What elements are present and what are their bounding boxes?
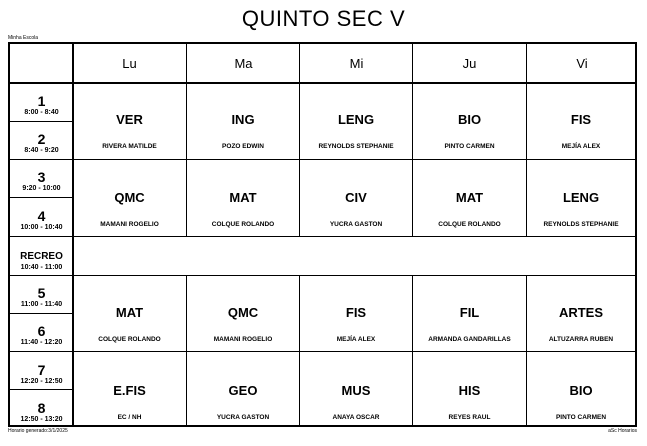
grid-divider (10, 159, 635, 160)
grid-divider (10, 197, 72, 198)
period-1 (10, 94, 73, 117)
lesson-cell (300, 191, 412, 229)
teacher-name: YUCRA GASTON (216, 414, 270, 421)
period-time: 10:00 - 10:40 (20, 224, 63, 231)
lesson-cell (527, 113, 635, 151)
period-time: 12:50 - 13:20 (20, 416, 63, 423)
teacher-name: COLQUE ROLANDO (211, 221, 275, 228)
subject-code: GEO (228, 383, 258, 398)
teacher-name: YUCRA GASTON (329, 221, 383, 228)
grid-divider (10, 121, 72, 122)
subject-code: FIL (459, 305, 480, 320)
period-number: 8 (37, 400, 46, 416)
lesson-cell (73, 191, 186, 229)
subject-code: LENG (337, 112, 375, 127)
teacher-name: REYES RAUL (448, 414, 491, 421)
lesson-cell (187, 384, 299, 422)
day-header-vi: Vi (576, 55, 588, 71)
period-7 (10, 363, 73, 386)
lesson-cell (300, 306, 412, 344)
period-number: RECREO (20, 251, 63, 262)
grid-divider (299, 44, 300, 82)
subject-code: BIO (457, 112, 482, 127)
lesson-cell (187, 113, 299, 151)
day-header-mi: Mi (349, 55, 364, 71)
subject-code: CIV (345, 190, 367, 205)
subject-code: VER (116, 112, 143, 127)
lesson-cell (527, 306, 635, 344)
lesson-cell (73, 113, 186, 151)
subject-code: BIO (569, 383, 593, 398)
period-time: 8:40 - 9:20 (24, 147, 59, 154)
period-time: 11:40 - 12:20 (20, 339, 63, 346)
period-4 (10, 209, 73, 232)
lesson-cell (300, 113, 412, 151)
period-2 (10, 132, 73, 155)
teacher-name: EC / NH (117, 414, 142, 421)
subject-code: MUS (341, 383, 371, 398)
teacher-name: ANAYA OSCAR (332, 414, 380, 421)
lesson-cell (413, 306, 526, 344)
teacher-name: ARMANDA GANDARILLAS (428, 336, 511, 343)
period-3 (10, 170, 73, 193)
teacher-name: ALTUZARRA RUBEN (548, 336, 614, 343)
grid-divider (10, 236, 635, 237)
period-number: 1 (37, 93, 46, 109)
subject-code: E.FIS (113, 383, 146, 398)
lesson-cell (187, 306, 299, 344)
grid-divider (10, 275, 635, 276)
day-header-lu: Lu (122, 55, 137, 71)
lesson-cell (413, 384, 526, 422)
lesson-cell (73, 306, 186, 344)
subject-code: ING (231, 112, 255, 127)
period-number: 6 (37, 323, 46, 339)
period-number: 7 (37, 362, 46, 378)
period-time: 8:00 - 8:40 (24, 109, 59, 116)
lesson-cell (527, 191, 635, 229)
generated-date: Horario generado:3/1/2025 (8, 428, 68, 434)
period-8 (10, 401, 73, 424)
subject-code: MAT (115, 305, 144, 320)
page-title: QUINTO SEC V (241, 6, 406, 31)
teacher-name: MEJÍA ALEX (561, 143, 601, 150)
period-recreo (10, 249, 73, 272)
grid-divider (186, 44, 187, 82)
teacher-name: MAMANI ROGELIO (213, 336, 273, 343)
school-name: Minha Escola (8, 35, 39, 41)
grid-divider (10, 389, 72, 390)
period-time: 12:20 - 12:50 (20, 378, 63, 385)
teacher-name: REYNOLDS STEPHANIE (318, 143, 394, 150)
subject-code: MAT (455, 190, 484, 205)
grid-divider (10, 313, 72, 314)
grid-divider (526, 44, 527, 82)
lesson-cell (413, 191, 526, 229)
day-header-ma: Ma (234, 55, 253, 71)
teacher-name: PINTO CARMEN (555, 414, 607, 421)
subject-code: QMC (227, 305, 259, 320)
lesson-cell (413, 113, 526, 151)
lesson-cell (73, 384, 186, 422)
teacher-name: COLQUE ROLANDO (98, 336, 161, 343)
period-6 (10, 324, 73, 347)
lesson-cell (300, 384, 412, 422)
grid-divider (10, 351, 635, 352)
grid-divider (412, 44, 413, 82)
period-time: 11:00 - 11:40 (20, 301, 63, 308)
teacher-name: REYNOLDS STEPHANIE (543, 221, 619, 228)
teacher-name: MEJÍA ALEX (336, 336, 376, 343)
subject-code: MAT (229, 190, 257, 205)
subject-code: ARTES (558, 305, 604, 320)
teacher-name: RIVERA MATILDE (102, 143, 157, 150)
subject-code: HIS (458, 383, 481, 398)
subject-code: LENG (562, 190, 600, 205)
grid-divider (10, 82, 635, 84)
period-number: 5 (37, 285, 46, 301)
period-number: 2 (37, 131, 46, 147)
generator-credit: aSc Horarios (608, 428, 637, 434)
period-number: 3 (37, 169, 46, 185)
period-time: 10:40 - 11:00 (20, 264, 63, 271)
lesson-cell (187, 191, 299, 229)
subject-code: FIS (345, 305, 367, 320)
teacher-name: COLQUE ROLANDO (438, 221, 501, 228)
period-time: 9:20 - 10:00 (22, 185, 61, 192)
teacher-name: MAMANI ROGELIO (100, 221, 159, 228)
subject-code: QMC (114, 190, 145, 205)
teacher-name: POZO EDWIN (222, 143, 264, 150)
day-header-ju: Ju (462, 55, 477, 71)
teacher-name: PINTO CARMEN (444, 143, 495, 150)
timetable-grid (8, 42, 637, 427)
period-5 (10, 286, 73, 309)
period-number: 4 (37, 208, 46, 224)
subject-code: FIS (570, 112, 592, 127)
lesson-cell (527, 384, 635, 422)
